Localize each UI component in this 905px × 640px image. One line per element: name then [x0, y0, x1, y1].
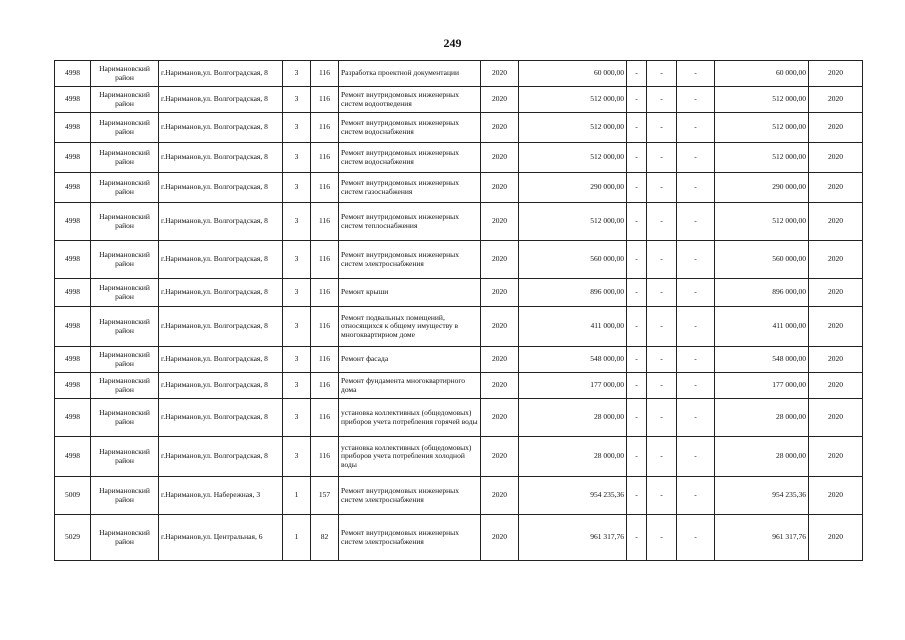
dash-cell: -	[677, 173, 715, 203]
dash-cell: -	[627, 399, 647, 437]
category-cell: 3	[283, 61, 311, 87]
table-row	[55, 87, 863, 113]
dash-cell: -	[647, 113, 677, 143]
deadline-cell: 2020	[809, 173, 863, 203]
dash-cell: -	[627, 241, 647, 279]
total-cell: 290 000,00	[715, 173, 809, 203]
apartments-cell: 116	[311, 61, 339, 87]
row-id-cell: 5009	[55, 477, 91, 515]
deadline-cell: 2020	[809, 399, 863, 437]
year-cell: 2020	[481, 113, 519, 143]
row-id-cell: 4998	[55, 279, 91, 307]
district-cell: Наримановский район	[91, 279, 159, 307]
work-type-cell: Ремонт внутридомовых инженерных систем водоотведения	[339, 87, 481, 113]
district-cell: Наримановский район	[91, 347, 159, 373]
apartments-cell: 116	[311, 87, 339, 113]
deadline-cell: 2020	[809, 515, 863, 561]
sum-cell: 961 317,76	[519, 515, 627, 561]
category-cell: 3	[283, 143, 311, 173]
dash-cell: -	[677, 87, 715, 113]
year-cell: 2020	[481, 279, 519, 307]
dash-cell: -	[677, 113, 715, 143]
deadline-cell: 2020	[809, 477, 863, 515]
apartments-cell: 116	[311, 373, 339, 399]
year-cell: 2020	[481, 241, 519, 279]
deadline-cell: 2020	[809, 307, 863, 347]
total-cell: 560 000,00	[715, 241, 809, 279]
table-row	[55, 477, 863, 515]
row-id-cell: 4998	[55, 241, 91, 279]
row-id-cell: 4998	[55, 399, 91, 437]
district-cell: Наримановский район	[91, 61, 159, 87]
address-cell: г.Нариманов,ул. Волгоградская, 8	[159, 307, 283, 347]
apartments-cell: 116	[311, 113, 339, 143]
sum-cell: 512 000,00	[519, 113, 627, 143]
sum-cell: 290 000,00	[519, 173, 627, 203]
year-cell: 2020	[481, 61, 519, 87]
work-type-cell: Ремонт внутридомовых инженерных систем теплоснабжения	[339, 203, 481, 241]
sum-cell: 954 235,36	[519, 477, 627, 515]
sum-cell: 512 000,00	[519, 87, 627, 113]
sum-cell: 177 000,00	[519, 373, 627, 399]
table-row	[55, 347, 863, 373]
table-row	[55, 203, 863, 241]
work-type-cell: Ремонт внутридомовых инженерных систем электроснабжения	[339, 241, 481, 279]
category-cell: 3	[283, 203, 311, 241]
dash-cell: -	[677, 515, 715, 561]
row-id-cell: 4998	[55, 203, 91, 241]
total-cell: 512 000,00	[715, 203, 809, 241]
apartments-cell: 116	[311, 241, 339, 279]
row-id-cell: 4998	[55, 373, 91, 399]
category-cell: 3	[283, 399, 311, 437]
apartments-cell: 82	[311, 515, 339, 561]
year-cell: 2020	[481, 87, 519, 113]
dash-cell: -	[677, 203, 715, 241]
row-id-cell: 4998	[55, 347, 91, 373]
work-type-cell: Разработка проектной документации	[339, 61, 481, 87]
table-row	[55, 113, 863, 143]
apartments-cell: 116	[311, 307, 339, 347]
row-id-cell: 4998	[55, 173, 91, 203]
address-cell: г.Нариманов,ул. Волгоградская, 8	[159, 437, 283, 477]
sum-cell: 28 000,00	[519, 437, 627, 477]
dash-cell: -	[647, 307, 677, 347]
district-cell: Наримановский район	[91, 373, 159, 399]
address-cell: г.Нариманов,ул. Набережная, 3	[159, 477, 283, 515]
category-cell: 3	[283, 347, 311, 373]
address-cell: г.Нариманов,ул. Центральная, 6	[159, 515, 283, 561]
dash-cell: -	[677, 307, 715, 347]
year-cell: 2020	[481, 173, 519, 203]
dash-cell: -	[647, 477, 677, 515]
district-cell: Наримановский район	[91, 113, 159, 143]
work-type-cell: установка коллективных (общедомовых) приборов учета потребления горячей воды	[339, 399, 481, 437]
table-row	[55, 437, 863, 477]
table-row	[55, 143, 863, 173]
dash-cell: -	[647, 203, 677, 241]
dash-cell: -	[627, 143, 647, 173]
year-cell: 2020	[481, 477, 519, 515]
total-cell: 512 000,00	[715, 87, 809, 113]
year-cell: 2020	[481, 307, 519, 347]
dash-cell: -	[677, 241, 715, 279]
dash-cell: -	[677, 61, 715, 87]
total-cell: 28 000,00	[715, 399, 809, 437]
sum-cell: 411 000,00	[519, 307, 627, 347]
work-type-cell: Ремонт внутридомовых инженерных систем электроснабжения	[339, 477, 481, 515]
row-id-cell: 4998	[55, 61, 91, 87]
category-cell: 3	[283, 173, 311, 203]
category-cell: 3	[283, 87, 311, 113]
table-row	[55, 515, 863, 561]
work-type-cell: Ремонт внутридомовых инженерных систем электроснабжения	[339, 515, 481, 561]
work-type-cell: установка коллективных (общедомовых) приборов учета потребления холодной воды	[339, 437, 481, 477]
deadline-cell: 2020	[809, 87, 863, 113]
address-cell: г.Нариманов,ул. Волгоградская, 8	[159, 241, 283, 279]
work-type-cell: Ремонт фасада	[339, 347, 481, 373]
district-cell: Наримановский район	[91, 241, 159, 279]
work-type-cell: Ремонт подвальных помещений, относящихся к общему имуществу в многоквартирном доме	[339, 307, 481, 347]
table-row	[55, 307, 863, 347]
dash-cell: -	[627, 87, 647, 113]
district-cell: Наримановский район	[91, 173, 159, 203]
sum-cell: 60 000,00	[519, 61, 627, 87]
dash-cell: -	[677, 143, 715, 173]
dash-cell: -	[627, 515, 647, 561]
district-cell: Наримановский район	[91, 477, 159, 515]
row-id-cell: 4998	[55, 307, 91, 347]
apartments-cell: 116	[311, 347, 339, 373]
apartments-cell: 157	[311, 477, 339, 515]
dash-cell: -	[647, 373, 677, 399]
dash-cell: -	[627, 307, 647, 347]
sum-cell: 512 000,00	[519, 203, 627, 241]
apartments-cell: 116	[311, 279, 339, 307]
work-type-cell: Ремонт фундамента многоквартирного дома	[339, 373, 481, 399]
dash-cell: -	[627, 61, 647, 87]
table-row	[55, 373, 863, 399]
dash-cell: -	[647, 173, 677, 203]
apartments-cell: 116	[311, 437, 339, 477]
registry-table	[54, 60, 863, 561]
deadline-cell: 2020	[809, 61, 863, 87]
district-cell: Наримановский район	[91, 203, 159, 241]
dash-cell: -	[677, 279, 715, 307]
dash-cell: -	[677, 477, 715, 515]
dash-cell: -	[647, 87, 677, 113]
district-cell: Наримановский район	[91, 515, 159, 561]
total-cell: 896 000,00	[715, 279, 809, 307]
category-cell: 1	[283, 477, 311, 515]
dash-cell: -	[627, 437, 647, 477]
category-cell: 3	[283, 437, 311, 477]
dash-cell: -	[647, 279, 677, 307]
dash-cell: -	[677, 373, 715, 399]
address-cell: г.Нариманов,ул. Волгоградская, 8	[159, 203, 283, 241]
dash-cell: -	[627, 113, 647, 143]
sum-cell: 548 000,00	[519, 347, 627, 373]
work-type-cell: Ремонт внутридомовых инженерных систем водоснабжения	[339, 113, 481, 143]
table-row	[55, 399, 863, 437]
table-row	[55, 241, 863, 279]
total-cell: 512 000,00	[715, 143, 809, 173]
dash-cell: -	[647, 399, 677, 437]
work-type-cell: Ремонт внутридомовых инженерных систем газоснабжения	[339, 173, 481, 203]
work-type-cell: Ремонт крыши	[339, 279, 481, 307]
row-id-cell: 4998	[55, 113, 91, 143]
category-cell: 3	[283, 279, 311, 307]
deadline-cell: 2020	[809, 373, 863, 399]
address-cell: г.Нариманов,ул. Волгоградская, 8	[159, 143, 283, 173]
row-id-cell: 4998	[55, 143, 91, 173]
year-cell: 2020	[481, 143, 519, 173]
total-cell: 954 235,36	[715, 477, 809, 515]
year-cell: 2020	[481, 347, 519, 373]
total-cell: 177 000,00	[715, 373, 809, 399]
district-cell: Наримановский район	[91, 437, 159, 477]
address-cell: г.Нариманов,ул. Волгоградская, 8	[159, 61, 283, 87]
page-number: 249	[443, 36, 462, 50]
district-cell: Наримановский район	[91, 399, 159, 437]
dash-cell: -	[647, 241, 677, 279]
dash-cell: -	[677, 347, 715, 373]
sum-cell: 28 000,00	[519, 399, 627, 437]
dash-cell: -	[627, 347, 647, 373]
dash-cell: -	[647, 437, 677, 477]
dash-cell: -	[677, 399, 715, 437]
dash-cell: -	[627, 203, 647, 241]
table-row	[55, 173, 863, 203]
sum-cell: 560 000,00	[519, 241, 627, 279]
dash-cell: -	[647, 515, 677, 561]
dash-cell: -	[647, 347, 677, 373]
deadline-cell: 2020	[809, 143, 863, 173]
sum-cell: 896 000,00	[519, 279, 627, 307]
deadline-cell: 2020	[809, 279, 863, 307]
category-cell: 3	[283, 241, 311, 279]
apartments-cell: 116	[311, 399, 339, 437]
address-cell: г.Нариманов,ул. Волгоградская, 8	[159, 173, 283, 203]
dash-cell: -	[627, 373, 647, 399]
table-row	[55, 279, 863, 307]
address-cell: г.Нариманов,ул. Волгоградская, 8	[159, 347, 283, 373]
category-cell: 3	[283, 113, 311, 143]
category-cell: 1	[283, 515, 311, 561]
district-cell: Наримановский район	[91, 87, 159, 113]
dash-cell: -	[627, 279, 647, 307]
year-cell: 2020	[481, 437, 519, 477]
dash-cell: -	[627, 173, 647, 203]
year-cell: 2020	[481, 399, 519, 437]
year-cell: 2020	[481, 203, 519, 241]
category-cell: 3	[283, 307, 311, 347]
deadline-cell: 2020	[809, 113, 863, 143]
deadline-cell: 2020	[809, 437, 863, 477]
address-cell: г.Нариманов,ул. Волгоградская, 8	[159, 87, 283, 113]
category-cell: 3	[283, 373, 311, 399]
row-id-cell: 5029	[55, 515, 91, 561]
total-cell: 512 000,00	[715, 113, 809, 143]
deadline-cell: 2020	[809, 241, 863, 279]
dash-cell: -	[627, 477, 647, 515]
address-cell: г.Нариманов,ул. Волгоградская, 8	[159, 373, 283, 399]
sum-cell: 512 000,00	[519, 143, 627, 173]
total-cell: 28 000,00	[715, 437, 809, 477]
deadline-cell: 2020	[809, 203, 863, 241]
address-cell: г.Нариманов,ул. Волгоградская, 8	[159, 113, 283, 143]
deadline-cell: 2020	[809, 347, 863, 373]
total-cell: 961 317,76	[715, 515, 809, 561]
total-cell: 548 000,00	[715, 347, 809, 373]
dash-cell: -	[677, 437, 715, 477]
address-cell: г.Нариманов,ул. Волгоградская, 8	[159, 279, 283, 307]
table-body	[55, 61, 863, 561]
total-cell: 411 000,00	[715, 307, 809, 347]
row-id-cell: 4998	[55, 437, 91, 477]
table-row	[55, 61, 863, 87]
address-cell: г.Нариманов,ул. Волгоградская, 8	[159, 399, 283, 437]
year-cell: 2020	[481, 515, 519, 561]
district-cell: Наримановский район	[91, 143, 159, 173]
year-cell: 2020	[481, 373, 519, 399]
apartments-cell: 116	[311, 173, 339, 203]
apartments-cell: 116	[311, 203, 339, 241]
apartments-cell: 116	[311, 143, 339, 173]
row-id-cell: 4998	[55, 87, 91, 113]
work-type-cell: Ремонт внутридомовых инженерных систем водоснабжения	[339, 143, 481, 173]
dash-cell: -	[647, 143, 677, 173]
dash-cell: -	[647, 61, 677, 87]
total-cell: 60 000,00	[715, 61, 809, 87]
district-cell: Наримановский район	[91, 307, 159, 347]
